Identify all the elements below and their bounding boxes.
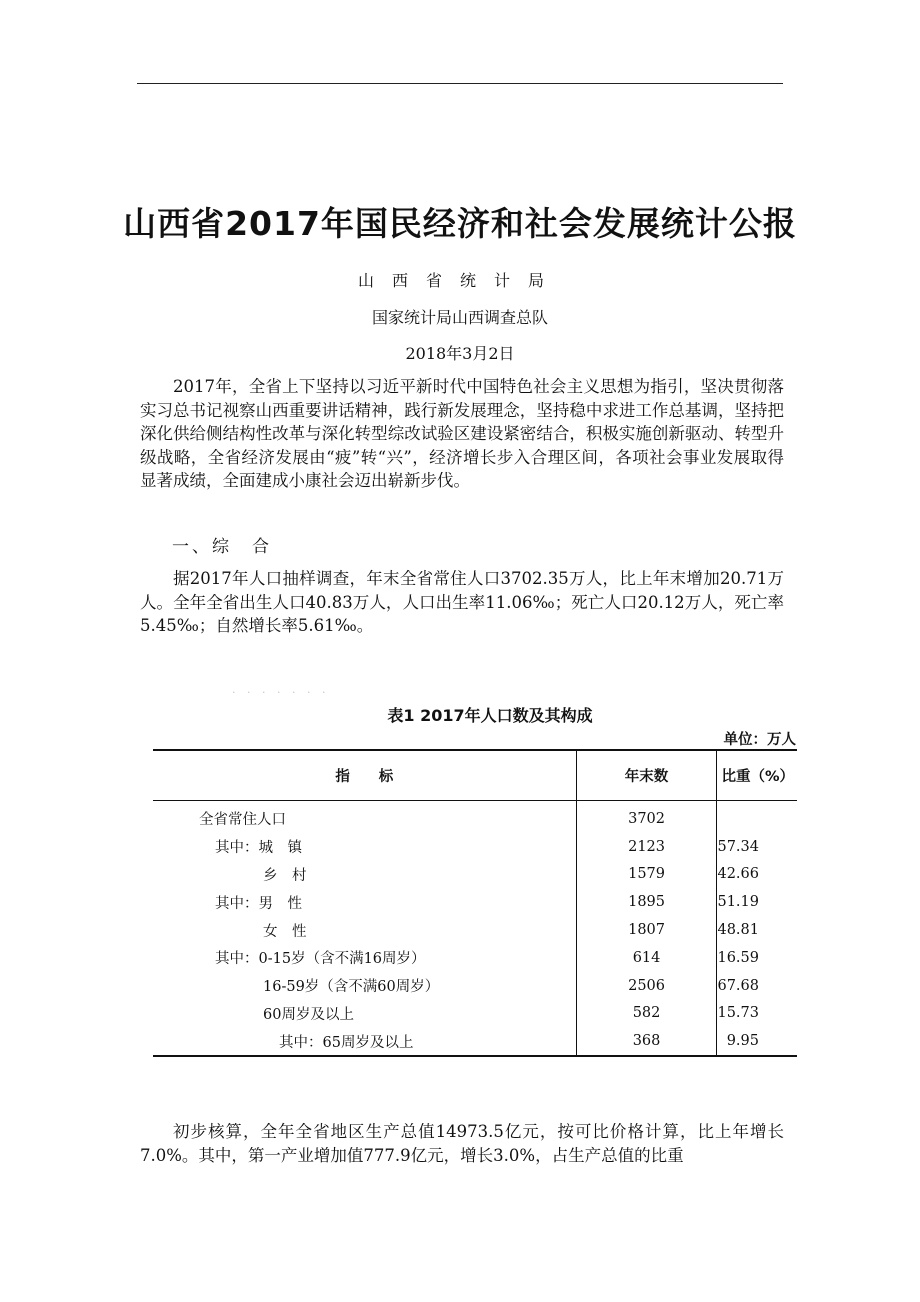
- table-title: 表1 2017年人口数及其构成: [387, 706, 593, 725]
- row-share: 57.34: [717, 838, 759, 855]
- row-value: 1807: [576, 916, 717, 944]
- row-label: 其中：65周岁及以上: [153, 1027, 576, 1056]
- row-value: 1895: [576, 888, 717, 916]
- row-share: 67.68: [717, 977, 759, 994]
- row-label: 女 性: [153, 916, 576, 944]
- gdp-paragraph: 初步核算，全年全省地区生产总值14973.5亿元，按可比价格计算，比上年增长7.0%。其中，第一产业增加值777.9亿元，增长3.0%，占生产总值的比重: [140, 1122, 784, 1165]
- row-label: 其中：0-15岁（含不满16周岁）: [153, 944, 576, 972]
- row-share: [717, 801, 797, 833]
- section-heading-overview: 一、综 合: [172, 537, 272, 557]
- table-row: [153, 833, 797, 861]
- row-label: 其中：城 镇: [153, 833, 576, 861]
- row-label: 其中：男 性: [153, 888, 576, 916]
- row-share: 51.19: [717, 894, 759, 911]
- row-label: 16-59岁（含不满60周岁）: [153, 972, 576, 1000]
- table-row: [153, 888, 797, 916]
- table-row: [153, 944, 797, 972]
- population-table: [153, 749, 797, 1057]
- faint-bleed-text: · · · · · · ·: [232, 686, 330, 699]
- row-share: 48.81: [717, 922, 759, 939]
- row-share: 42.66: [717, 866, 759, 883]
- row-value: 2123: [576, 833, 717, 861]
- header-indicator: 指 标: [153, 750, 576, 801]
- row-value: 368: [576, 1027, 717, 1056]
- row-value: 1579: [576, 861, 717, 889]
- publish-date: 2018年3月2日: [405, 344, 515, 363]
- row-value: 582: [576, 1000, 717, 1028]
- row-value: 3702: [576, 801, 717, 833]
- row-share: 9.95: [726, 1033, 759, 1050]
- header-year-end: 年末数: [576, 750, 717, 801]
- table-row: [153, 801, 797, 833]
- author-statistics-bureau: 山西省统计局: [357, 271, 562, 290]
- table-row: [153, 916, 797, 944]
- table-row: [153, 1027, 797, 1056]
- row-value: 614: [576, 944, 717, 972]
- intro-paragraph: 2017年，全省上下坚持以习近平新时代中国特色社会主义思想为指引，坚决贯彻落实习总书记视察山西重要讲话精神，践行新发展理念，坚持稳中求进工作总基调，坚持把深化供给侧结构性改革与深化转型综改试验区建设紧密结合，积极实施创新驱动、转型升级战略，全省经济发展由“疲”转“兴”，经济增长步入合理区间，各项社会事业发展取得显著成绩，全面建成小康社会迈出崭新步伐。: [140, 377, 784, 490]
- header-share: 比重（%）: [717, 750, 797, 801]
- row-value: 2506: [576, 972, 717, 1000]
- row-label: 乡 村: [153, 861, 576, 889]
- table-unit: 单位：万人: [723, 732, 796, 748]
- row-label: 60周岁及以上: [153, 1000, 576, 1028]
- population-paragraph: 据2017年人口抽样调查，年末全省常住人口3702.35万人，比上年末增加20.71万人。全年全省出生人口40.83万人，人口出生率11.06‰；死亡人口20.12万人，死亡率5.45‰；自然增长率5.61‰。: [140, 569, 784, 635]
- table-row: [153, 972, 797, 1000]
- header-rule: [137, 83, 783, 84]
- author-survey-team: 国家统计局山西调查总队: [371, 308, 548, 327]
- table-row: [153, 1000, 797, 1028]
- row-label: 全省常住人口: [153, 801, 576, 833]
- row-share: 16.59: [717, 949, 759, 966]
- table-header-row: [153, 750, 797, 801]
- document-title: 山西省2017年国民经济和社会发展统计公报: [123, 204, 797, 243]
- row-share: 15.73: [717, 1005, 759, 1022]
- table-row: [153, 861, 797, 889]
